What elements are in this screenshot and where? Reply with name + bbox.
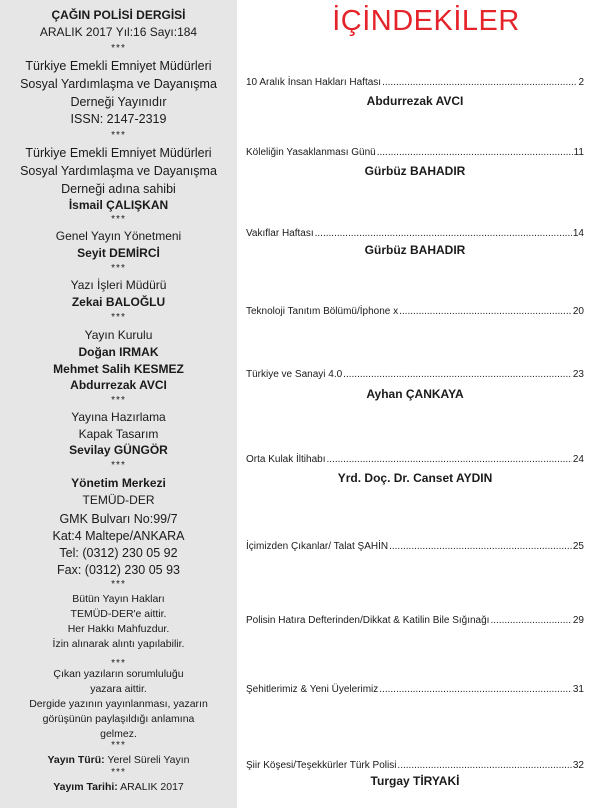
- rights-line: Bütün Yayın Hakları: [72, 593, 165, 605]
- separator: ***: [111, 214, 126, 225]
- toc-leader: [343, 368, 572, 381]
- owner-line: Derneği adına sahibi: [61, 182, 176, 196]
- responsibility-line: Çıkan yazıların sorumluluğu: [53, 668, 184, 680]
- publisher-line: Sosyal Yardımlaşma ve Dayanışma: [20, 77, 217, 91]
- rights-line: İzin alınarak alıntı yapılabilir.: [52, 638, 185, 650]
- toc-leader: [377, 146, 573, 159]
- issue-line: ARALIK 2017 Yıl:16 Sayı:184: [39, 25, 198, 39]
- board-member: Doğan IRMAK: [78, 345, 159, 359]
- toc-entry[interactable]: [246, 227, 584, 240]
- toc-leader: [399, 305, 572, 318]
- chief-editor-name: Seyit DEMİRCİ: [77, 246, 160, 260]
- toc-entry-title: Vakıflar Haftası: [246, 228, 314, 239]
- editorial-manager-name: Zekai BALOĞLU: [71, 295, 166, 309]
- publication-type: [0, 753, 237, 767]
- prep-name: Sevilay GÜNGÖR: [69, 443, 168, 457]
- phone: Tel: (0312) 230 05 92: [59, 546, 178, 560]
- editorial-manager-role: Yazı İşleri Müdürü: [70, 278, 167, 292]
- separator: ***: [111, 658, 126, 669]
- publisher-line: Derneği Yayınıdır: [70, 95, 167, 109]
- toc-entry-author: Gürbüz BAHADIR: [364, 164, 466, 178]
- toc-leader: [382, 76, 577, 89]
- toc-entry-title: Şiir Köşesi/Teşekkürler Türk Polisi: [246, 760, 397, 771]
- toc-entry-page: 24: [572, 454, 584, 465]
- toc-leader: [389, 540, 572, 553]
- toc-entry[interactable]: [246, 76, 584, 89]
- toc-entry-author: Gürbüz BAHADIR: [364, 243, 466, 257]
- separator: ***: [111, 579, 126, 590]
- owner-line: Türkiye Emekli Emniyet Müdürleri: [25, 146, 212, 160]
- address-line: GMK Bulvarı No:99/7: [59, 512, 178, 526]
- toc-entry[interactable]: [246, 759, 584, 772]
- toc-entry-page: 31: [572, 684, 584, 695]
- publication-note: gelmez.: [100, 728, 137, 740]
- issn: ISSN: 2147-2319: [70, 112, 167, 126]
- toc-entry-page: 23: [572, 369, 584, 380]
- toc-entry[interactable]: [246, 146, 584, 159]
- separator: ***: [111, 740, 126, 751]
- center-name: TEMÜD-DER: [82, 493, 155, 507]
- toc-title: İÇİNDEKİLER: [332, 5, 520, 37]
- separator: ***: [111, 767, 126, 778]
- board-member: Mehmet Salih KESMEZ: [53, 362, 184, 376]
- chief-editor-role: Genel Yayın Yönetmeni: [55, 229, 182, 243]
- toc-entry-page: 29: [572, 615, 584, 626]
- toc-entry-page: 32: [572, 760, 584, 771]
- toc-entry-title: Polisin Hatıra Defterinden/Dikkat & Katilin Bile Sığınağı: [246, 615, 490, 626]
- rights-line: Her Hakkı Mahfuzdur.: [67, 623, 170, 635]
- publication-type-label: Yayın Türü:: [47, 754, 105, 766]
- masthead-panel: [0, 0, 237, 808]
- toc-entry[interactable]: [246, 540, 584, 553]
- toc-entry-title: Türkiye ve Sanayi 4.0: [246, 369, 343, 380]
- toc-entry[interactable]: [246, 305, 584, 318]
- cover-role: Kapak Tasarım: [78, 427, 159, 441]
- separator: ***: [111, 395, 126, 406]
- rights-line: TEMÜD-DER'e aittir.: [70, 608, 167, 620]
- toc-leader: [379, 683, 572, 696]
- publisher-line: Türkiye Emekli Emniyet Müdürleri: [25, 59, 212, 73]
- toc-entry-author: Yrd. Doç. Dr. Canset AYDIN: [337, 471, 493, 485]
- separator: ***: [111, 263, 126, 274]
- toc-entry-author: Abdurrezak AVCI: [366, 94, 464, 108]
- toc-entry-page: 25: [572, 541, 584, 552]
- publication-date-value: ARALIK 2017: [120, 781, 184, 793]
- fax: Fax: (0312) 230 05 93: [57, 563, 180, 577]
- magazine-title: ÇAĞIN POLİSİ DERGİSİ: [51, 8, 186, 22]
- prep-role: Yayına Hazırlama: [71, 410, 166, 424]
- toc-entry-author: Ayhan ÇANKAYA: [366, 387, 464, 401]
- toc-entry-title: 10 Aralık İnsan Hakları Haftası: [246, 77, 382, 88]
- toc-entry[interactable]: [246, 683, 584, 696]
- publication-type-value: Yerel Süreli Yayın: [107, 754, 190, 766]
- owner-line: Sosyal Yardımlaşma ve Dayanışma: [20, 164, 217, 178]
- publication-date-label: Yayım Tarihi:: [53, 781, 118, 793]
- responsibility-line: yazara aittir.: [90, 683, 147, 695]
- toc-entry-title: Orta Kulak İltihabı: [246, 454, 326, 465]
- toc-leader: [326, 453, 571, 466]
- separator: ***: [111, 130, 126, 141]
- board-member: Abdurrezak AVCI: [70, 378, 167, 392]
- toc-entry-page: 2: [578, 77, 584, 88]
- address-line: Kat:4 Maltepe/ANKARA: [52, 529, 185, 543]
- toc-leader: [397, 759, 571, 772]
- toc-leader: [315, 227, 572, 240]
- toc-entry[interactable]: [246, 368, 584, 381]
- board-role: Yayın Kurulu: [84, 328, 153, 342]
- toc-entry[interactable]: [246, 614, 584, 627]
- center-role: Yönetim Merkezi: [71, 476, 166, 490]
- publication-date: [0, 780, 237, 794]
- toc-entry-page: 14: [572, 228, 584, 239]
- publication-note: görüşünün paylaşıldığı anlamına: [42, 713, 195, 725]
- separator: ***: [111, 312, 126, 323]
- toc-entry[interactable]: [246, 453, 584, 466]
- toc-entry-author: Turgay TİRYAKİ: [370, 774, 460, 788]
- toc-entry-title: Köleliğin Yasaklanması Günü: [246, 147, 376, 158]
- toc-entry-title: Teknoloji Tanıtım Bölümü/İphone x: [246, 306, 399, 317]
- toc-entry-page: 20: [572, 306, 584, 317]
- separator: ***: [111, 460, 126, 471]
- toc-entry-title: Şehitlerimiz & Yeni Üyelerimiz: [246, 684, 379, 695]
- toc-entry-page: 11: [573, 147, 584, 158]
- toc-leader: [490, 614, 571, 627]
- owner-name: İsmail ÇALIŞKAN: [68, 198, 169, 212]
- publication-note: Dergide yazının yayınlanması, yazarın: [29, 698, 208, 710]
- separator: ***: [111, 43, 126, 54]
- toc-entry-title: İçimizden Çıkanlar/ Talat ŞAHİN: [246, 541, 389, 552]
